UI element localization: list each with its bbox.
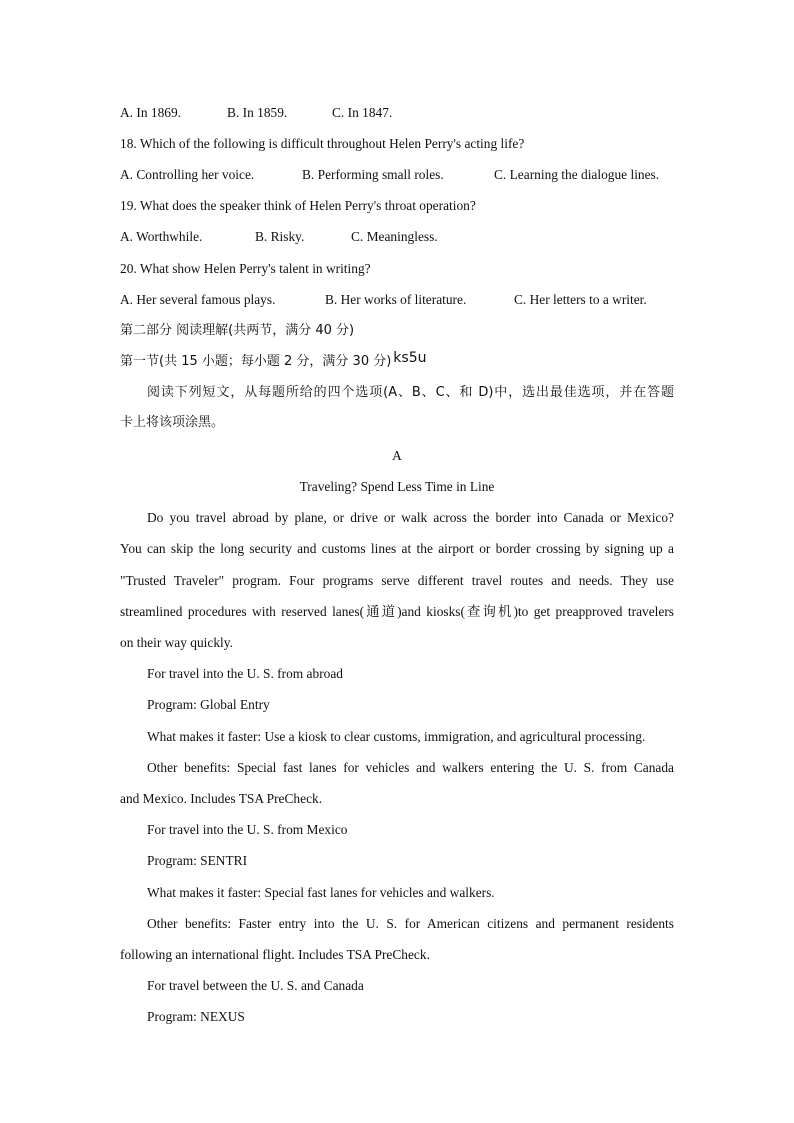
q20-option-c: C. Her letters to a writer.	[514, 292, 647, 307]
instruction-line-1: 阅读下列短文，从每题所给的四个选项(A、B、C、和 D)中，选出最佳选项，并在答题	[147, 385, 674, 400]
sentri-program: Program: SENTRI	[147, 853, 248, 868]
section1-text: 第一节(共 15 小题；每小题 2 分，满分 30 分)	[120, 354, 392, 369]
q18-option-a: A. Controlling her voice.	[120, 167, 255, 182]
global-entry-other-1: Other benefits: Special fast lanes for vehicles and walkers entering the U. S. from Canada	[147, 760, 674, 775]
q19-option-b: B. Risky.	[255, 229, 305, 244]
q19-option-c: C. Meaningless.	[351, 229, 438, 244]
q17-option-c: C. In 1847.	[332, 105, 393, 120]
ks5u-watermark: ks5u	[393, 350, 427, 366]
q17-option-a: A. In 1869.	[120, 105, 181, 120]
q20-options	[120, 291, 674, 309]
nexus-for: For travel between the U. S. and Canada	[147, 978, 364, 993]
passage-p1-line-2: You can skip the long security and customs lines at the airport or border crossing by signing up a	[120, 541, 674, 556]
nexus-program: Program: NEXUS	[147, 1009, 245, 1024]
q19-options	[120, 228, 674, 246]
q18-question: 18. Which of the following is difficult throughout Helen Perry's acting life?	[120, 136, 525, 151]
global-entry-for: For travel into the U. S. from abroad	[147, 666, 343, 681]
instruction-line-2: 卡上将该项涂黑。	[120, 415, 225, 430]
sentri-other-2: following an international flight. Includes TSA PreCheck.	[120, 947, 430, 962]
passage-label: A	[392, 448, 402, 463]
q20-option-b: B. Her works of literature.	[325, 292, 467, 307]
passage-title: Traveling? Spend Less Time in Line	[299, 479, 495, 494]
q17-option-b: B. In 1859.	[227, 105, 288, 120]
sentri-other-1: Other benefits: Faster entry into the U. S. for American citizens and permanent residents	[147, 916, 674, 931]
passage-p1-line-5: on their way quickly.	[120, 635, 233, 650]
q18-options	[120, 166, 674, 184]
q19-question: 19. What does the speaker think of Helen Perry's throat operation?	[120, 198, 476, 213]
part2-heading: 第二部分 阅读理解(共两节，满分 40 分)	[120, 323, 355, 338]
passage-p1-line-3: "Trusted Traveler" program. Four programs serve different travel routes and needs. They use	[120, 573, 674, 588]
global-entry-other-2: and Mexico. Includes TSA PreCheck.	[120, 791, 323, 806]
section1-heading	[120, 352, 674, 371]
passage-p1-line-4: streamlined procedures with reserved lanes(通道)and kiosks(查询机)to get preapproved travelers	[120, 604, 674, 619]
q18-option-c: C. Learning the dialogue lines.	[494, 167, 660, 182]
q18-option-b: B. Performing small roles.	[302, 167, 444, 182]
q17-options	[120, 104, 674, 122]
sentri-for: For travel into the U. S. from Mexico	[147, 822, 348, 837]
global-entry-faster: What makes it faster: Use a kiosk to clear customs, immigration, and agricultural processing.	[147, 729, 646, 744]
q19-option-a: A. Worthwhile.	[120, 229, 203, 244]
global-entry-program: Program: Global Entry	[147, 697, 270, 712]
q20-question: 20. What show Helen Perry's talent in writing?	[120, 261, 371, 276]
sentri-faster: What makes it faster: Special fast lanes for vehicles and walkers.	[147, 885, 495, 900]
passage-p1-line-1: Do you travel abroad by plane, or drive or walk across the border into Canada or Mexico?	[147, 510, 674, 525]
q20-option-a: A. Her several famous plays.	[120, 292, 276, 307]
